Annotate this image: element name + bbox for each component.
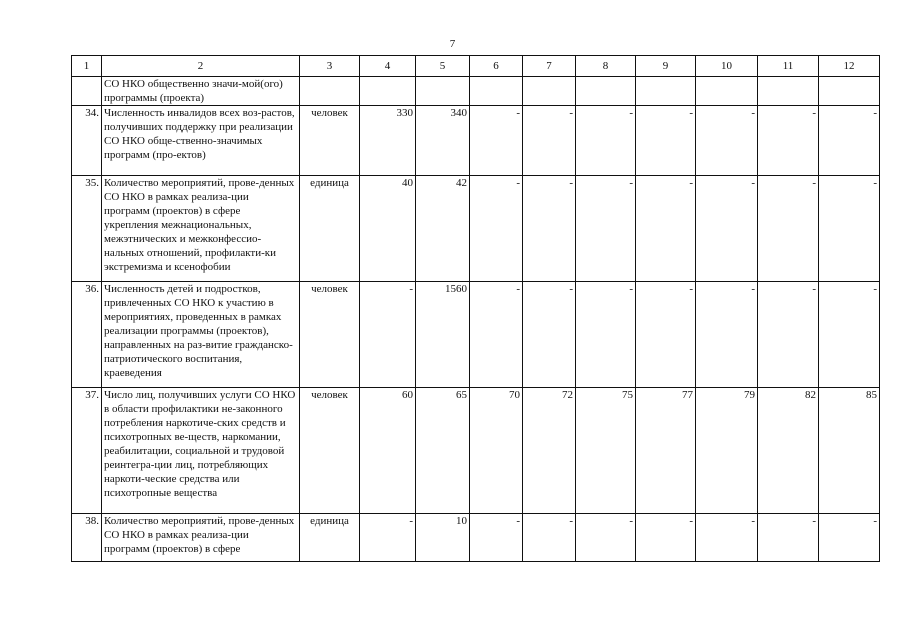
value-cell: 82 — [758, 388, 819, 514]
table-row — [72, 388, 880, 514]
value-cell: - — [636, 282, 696, 388]
column-header: 5 — [416, 56, 470, 77]
row-number: 34. — [72, 106, 102, 176]
unit-cell: единица — [300, 176, 360, 282]
value-cell: - — [523, 106, 576, 176]
row-number: 35. — [72, 176, 102, 282]
value-cell: - — [576, 282, 636, 388]
unit-cell: человек — [300, 388, 360, 514]
indicator-name: Число лиц, получивших услуги СО НКО в области профилактики не-законного потребления наркотиче-ских средств и психотропных ве-ществ, наркомании, реабилитации, социальной и трудовой реинтегра-ции лиц, потребляющих наркоти-ческие средства или психотропные вещества — [102, 388, 300, 514]
value-cell: - — [523, 282, 576, 388]
value-cell — [523, 77, 576, 106]
value-cell — [819, 77, 880, 106]
table-row — [72, 77, 880, 106]
value-cell: 42 — [416, 176, 470, 282]
value-cell: - — [758, 176, 819, 282]
header-row — [72, 56, 880, 77]
value-cell: - — [576, 176, 636, 282]
column-header: 9 — [636, 56, 696, 77]
value-cell: 10 — [416, 514, 470, 562]
value-cell: 65 — [416, 388, 470, 514]
value-cell: - — [758, 282, 819, 388]
value-cell: 1560 — [416, 282, 470, 388]
value-cell: 340 — [416, 106, 470, 176]
indicator-name: СО НКО общественно значи-мой(ого) программы (проекта) — [102, 77, 300, 106]
column-header: 8 — [576, 56, 636, 77]
value-cell — [576, 77, 636, 106]
value-cell: - — [576, 514, 636, 562]
value-cell — [758, 77, 819, 106]
value-cell: - — [636, 514, 696, 562]
value-cell: 85 — [819, 388, 880, 514]
column-header: 10 — [696, 56, 758, 77]
table-row — [72, 282, 880, 388]
value-cell: 77 — [636, 388, 696, 514]
value-cell: - — [696, 282, 758, 388]
value-cell: - — [470, 176, 523, 282]
table-row — [72, 514, 880, 562]
value-cell: - — [819, 282, 880, 388]
column-header: 2 — [102, 56, 300, 77]
value-cell: - — [758, 106, 819, 176]
indicator-name: Количество мероприятий, прове-денных СО НКО в рамках реализа-ции программ (проектов) в сфере — [102, 514, 300, 562]
row-number: 36. — [72, 282, 102, 388]
column-header: 7 — [523, 56, 576, 77]
value-cell: - — [360, 514, 416, 562]
value-cell: - — [696, 514, 758, 562]
column-header: 12 — [819, 56, 880, 77]
value-cell: - — [819, 176, 880, 282]
page-number: 7 — [449, 38, 456, 50]
column-header: 4 — [360, 56, 416, 77]
value-cell — [696, 77, 758, 106]
unit-cell: человек — [300, 106, 360, 176]
value-cell: - — [523, 514, 576, 562]
value-cell: - — [470, 514, 523, 562]
value-cell: - — [696, 176, 758, 282]
table-row — [72, 176, 880, 282]
column-header: 11 — [758, 56, 819, 77]
column-header: 3 — [300, 56, 360, 77]
value-cell: - — [576, 106, 636, 176]
value-cell: - — [636, 176, 696, 282]
row-number: 38. — [72, 514, 102, 562]
table-row — [72, 106, 880, 176]
value-cell: - — [470, 106, 523, 176]
value-cell: 40 — [360, 176, 416, 282]
value-cell: - — [819, 106, 880, 176]
indicator-name: Численность инвалидов всех воз-растов, получивших поддержку при реализации СО НКО обще-ственно-значимых программ (про-ектов) — [102, 106, 300, 176]
indicator-name: Численность детей и подростков, привлеченных СО НКО к участию в мероприятиях, проведенных в рамках реализации программы (проектов), направленных на раз-витие гражданско-патриотического воспитания, краеведения — [102, 282, 300, 388]
row-number: 37. — [72, 388, 102, 514]
indicator-name: Количество мероприятий, прове-денных СО НКО в рамках реализа-ции программ (проектов) в сфере укрепления межнациональных, межэтнических и межконфессио-нальных отношений, профилакти-ки экстремизма и ксенофобии — [102, 176, 300, 282]
table-body — [72, 77, 880, 562]
value-cell: - — [819, 514, 880, 562]
value-cell — [360, 77, 416, 106]
indicators-table — [71, 55, 880, 562]
value-cell: - — [360, 282, 416, 388]
value-cell: 330 — [360, 106, 416, 176]
value-cell: 70 — [470, 388, 523, 514]
value-cell: - — [523, 176, 576, 282]
row-number — [72, 77, 102, 106]
column-header: 1 — [72, 56, 102, 77]
value-cell — [416, 77, 470, 106]
value-cell: 60 — [360, 388, 416, 514]
value-cell: - — [696, 106, 758, 176]
column-header: 6 — [470, 56, 523, 77]
value-cell — [636, 77, 696, 106]
value-cell: 72 — [523, 388, 576, 514]
unit-cell: единица — [300, 514, 360, 562]
value-cell — [470, 77, 523, 106]
value-cell: - — [636, 106, 696, 176]
value-cell: - — [758, 514, 819, 562]
unit-cell: человек — [300, 282, 360, 388]
value-cell: 75 — [576, 388, 636, 514]
unit-cell — [300, 77, 360, 106]
value-cell: 79 — [696, 388, 758, 514]
value-cell: - — [470, 282, 523, 388]
